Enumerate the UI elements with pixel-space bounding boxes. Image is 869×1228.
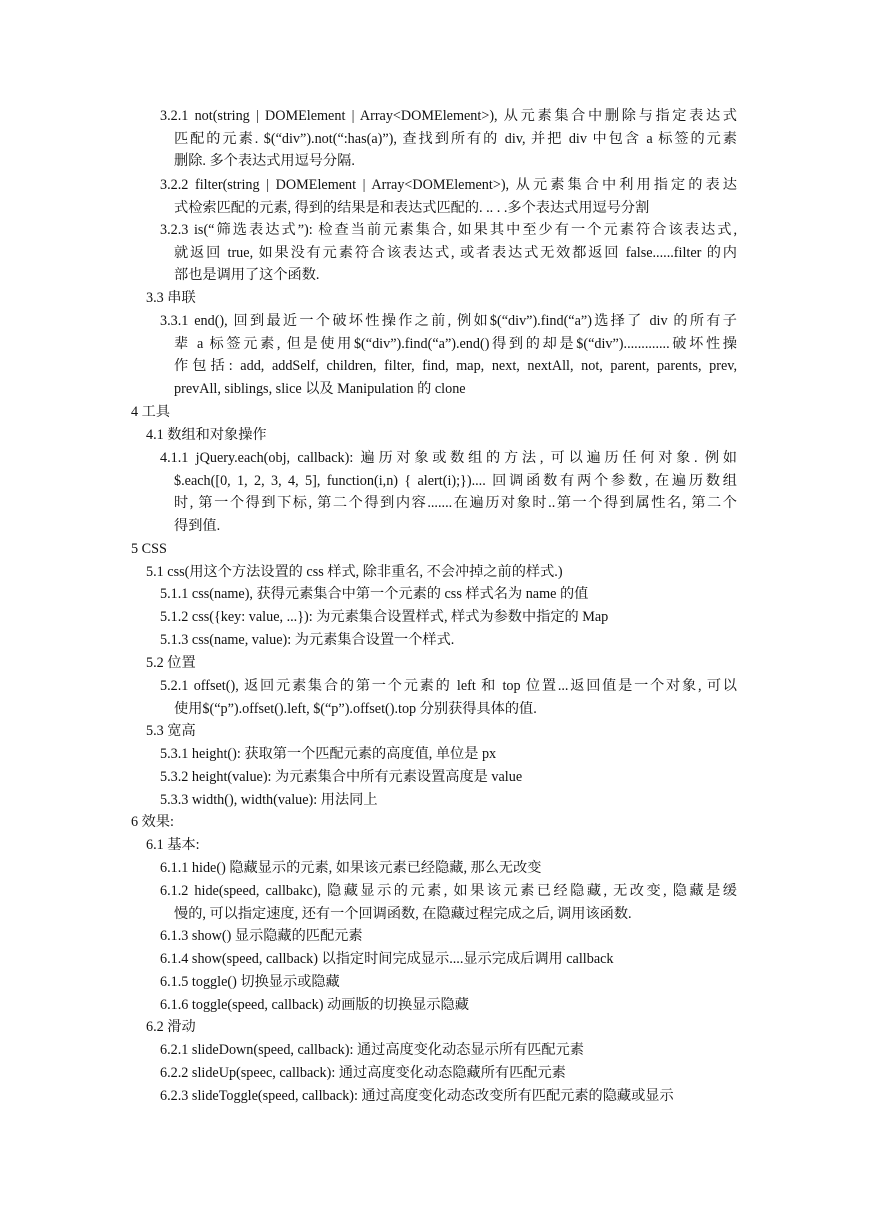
heading-5: 5 CSS bbox=[131, 541, 167, 557]
section-5-3-2: 5.3.2 height(value): 为元素集合中所有元素设置高度是 value bbox=[160, 769, 523, 785]
heading-6-2: 6.2 滑动 bbox=[146, 1019, 196, 1035]
section-6-1-4: 6.1.4 show(speed, callback) 以指定时间完成显示....显示完成后调用 callback bbox=[160, 951, 614, 967]
section-6-1-5: 6.1.5 toggle() 切换显示或隐藏 bbox=[160, 974, 340, 990]
section-6-2-1: 6.2.1 slideDown(speed, callback): 通过高度变化动态显示所有匹配元素 bbox=[160, 1042, 584, 1058]
heading-4-1: 4.1 数组和对象操作 bbox=[146, 427, 267, 443]
section-line: 辈 a 标签元素, 但是使用$(“div”).find(“a”).end()得到的却是$(“div”).............破坏性操 bbox=[174, 335, 737, 352]
section-5-2-1 bbox=[160, 675, 737, 720]
section-line: 6.1.2 hide(speed, callbakc), 隐藏显示的元素, 如果该元素已经隐藏, 无改变, 隐藏是缓 bbox=[160, 883, 737, 899]
section-line: 时, 第一个得到下标, 第二个得到内容.......在遍历对象时..第一个得到属性名, 第二个 bbox=[174, 495, 737, 512]
heading-6-1: 6.1 基本: bbox=[146, 837, 200, 853]
section-6-1-1: 6.1.1 hide() 隐藏显示的元素, 如果该元素已经隐藏, 那么无改变 bbox=[160, 860, 542, 876]
section-5-3-1: 5.3.1 height(): 获取第一个匹配元素的高度值, 单位是 px bbox=[160, 746, 497, 762]
section-3-2-1 bbox=[160, 105, 737, 173]
section-line: 部也是调用了这个函数. bbox=[174, 267, 320, 284]
section-6-1-6: 6.1.6 toggle(speed, callback) 动画版的切换显示隐藏 bbox=[160, 997, 469, 1013]
section-6-1-3: 6.1.3 show() 显示隐藏的匹配元素 bbox=[160, 928, 363, 944]
heading-6: 6 效果: bbox=[131, 814, 174, 830]
section-6-2-2: 6.2.2 slideUp(speec, callback): 通过高度变化动态隐藏所有匹配元素 bbox=[160, 1065, 566, 1081]
section-6-1-2 bbox=[160, 880, 737, 925]
section-5-3-3: 5.3.3 width(), width(value): 用法同上 bbox=[160, 792, 378, 808]
section-3-2-3 bbox=[160, 219, 737, 287]
section-line: 3.3.1 end(), 回到最近一个破坏性操作之前, 例如$(“div”).find(“a”)选择了 div 的所有子 bbox=[160, 313, 737, 329]
section-line: 式检索匹配的元素, 得到的结果是和表达式匹配的. .. . .多个表达式用逗号分割 bbox=[174, 199, 650, 216]
section-3-2-2 bbox=[160, 174, 737, 219]
section-6-2-3: 6.2.3 slideToggle(speed, callback): 通过高度变化动态改变所有匹配元素的隐藏或显示 bbox=[160, 1088, 674, 1104]
section-line: 3.2.3 is(“筛选表达式”): 检查当前元素集合, 如果其中至少有一个元素符合该表达式, bbox=[160, 222, 737, 238]
heading-4: 4 工具 bbox=[131, 404, 171, 420]
section-line: 5.2.1 offset(), 返回元素集合的第一个元素的 left 和 top 位置...返回值是一个对象, 可以 bbox=[160, 678, 737, 694]
section-line: 4.1.1 jQuery.each(obj, callback): 遍历对象或数组的方法, 可以遍历任何对象. 例如 bbox=[160, 450, 737, 466]
heading-3-3: 3.3 串联 bbox=[146, 290, 196, 306]
section-line: 使用$(“p”).offset().left, $(“p”).offset().top 分别获得具体的值. bbox=[174, 700, 537, 717]
section-line: prevAll, siblings, slice 以及 Manipulation 的 clone bbox=[174, 381, 466, 398]
section-5-1-1: 5.1.1 css(name), 获得元素集合中第一个元素的 css 样式名为 name 的值 bbox=[160, 586, 589, 602]
section-4-1-1 bbox=[160, 447, 737, 538]
section-line: 就返回 true, 如果没有元素符合该表达式, 或者表达式无效都返回 false......filter 的内 bbox=[174, 244, 737, 261]
section-5-1-3: 5.1.3 css(name, value): 为元素集合设置一个样式. bbox=[160, 632, 455, 648]
section-3-3-1 bbox=[160, 310, 737, 401]
section-line: 匹配的元素. $(“div”).not(“:has(a)”), 查找到所有的 div, 并把 div 中包含 a 标签的元素 bbox=[174, 130, 737, 147]
section-line: 3.2.1 not(string | DOMElement | Array<DOMElement>), 从元素集合中删除与指定表达式 bbox=[160, 108, 737, 124]
section-line: 3.2.2 filter(string | DOMElement | Array<DOMElement>), 从元素集合中利用指定的表达 bbox=[160, 177, 737, 193]
section-line: 慢的, 可以指定速度, 还有一个回调函数, 在隐藏过程完成之后, 调用该函数. bbox=[174, 905, 632, 922]
section-line: 作包括: add, addSelf, children, filter, find, map, next, nextAll, not, parent, parents, prev, bbox=[174, 358, 737, 375]
heading-5-2: 5.2 位置 bbox=[146, 655, 196, 671]
heading-5-3: 5.3 宽高 bbox=[146, 723, 196, 739]
section-line: 删除. 多个表达式用逗号分隔. bbox=[174, 153, 355, 170]
heading-5-1: 5.1 css(用这个方法设置的 css 样式, 除非重名, 不会冲掉之前的样式.) bbox=[146, 564, 563, 580]
section-line: $.each([0, 1, 2, 3, 4, 5], function(i,n) { alert(i);}).... 回调函数有两个参数, 在遍历数组 bbox=[174, 472, 737, 489]
section-line: 得到值. bbox=[174, 518, 221, 535]
section-5-1-2: 5.1.2 css({key: value, ...}): 为元素集合设置样式, 样式为参数中指定的 Map bbox=[160, 609, 609, 625]
